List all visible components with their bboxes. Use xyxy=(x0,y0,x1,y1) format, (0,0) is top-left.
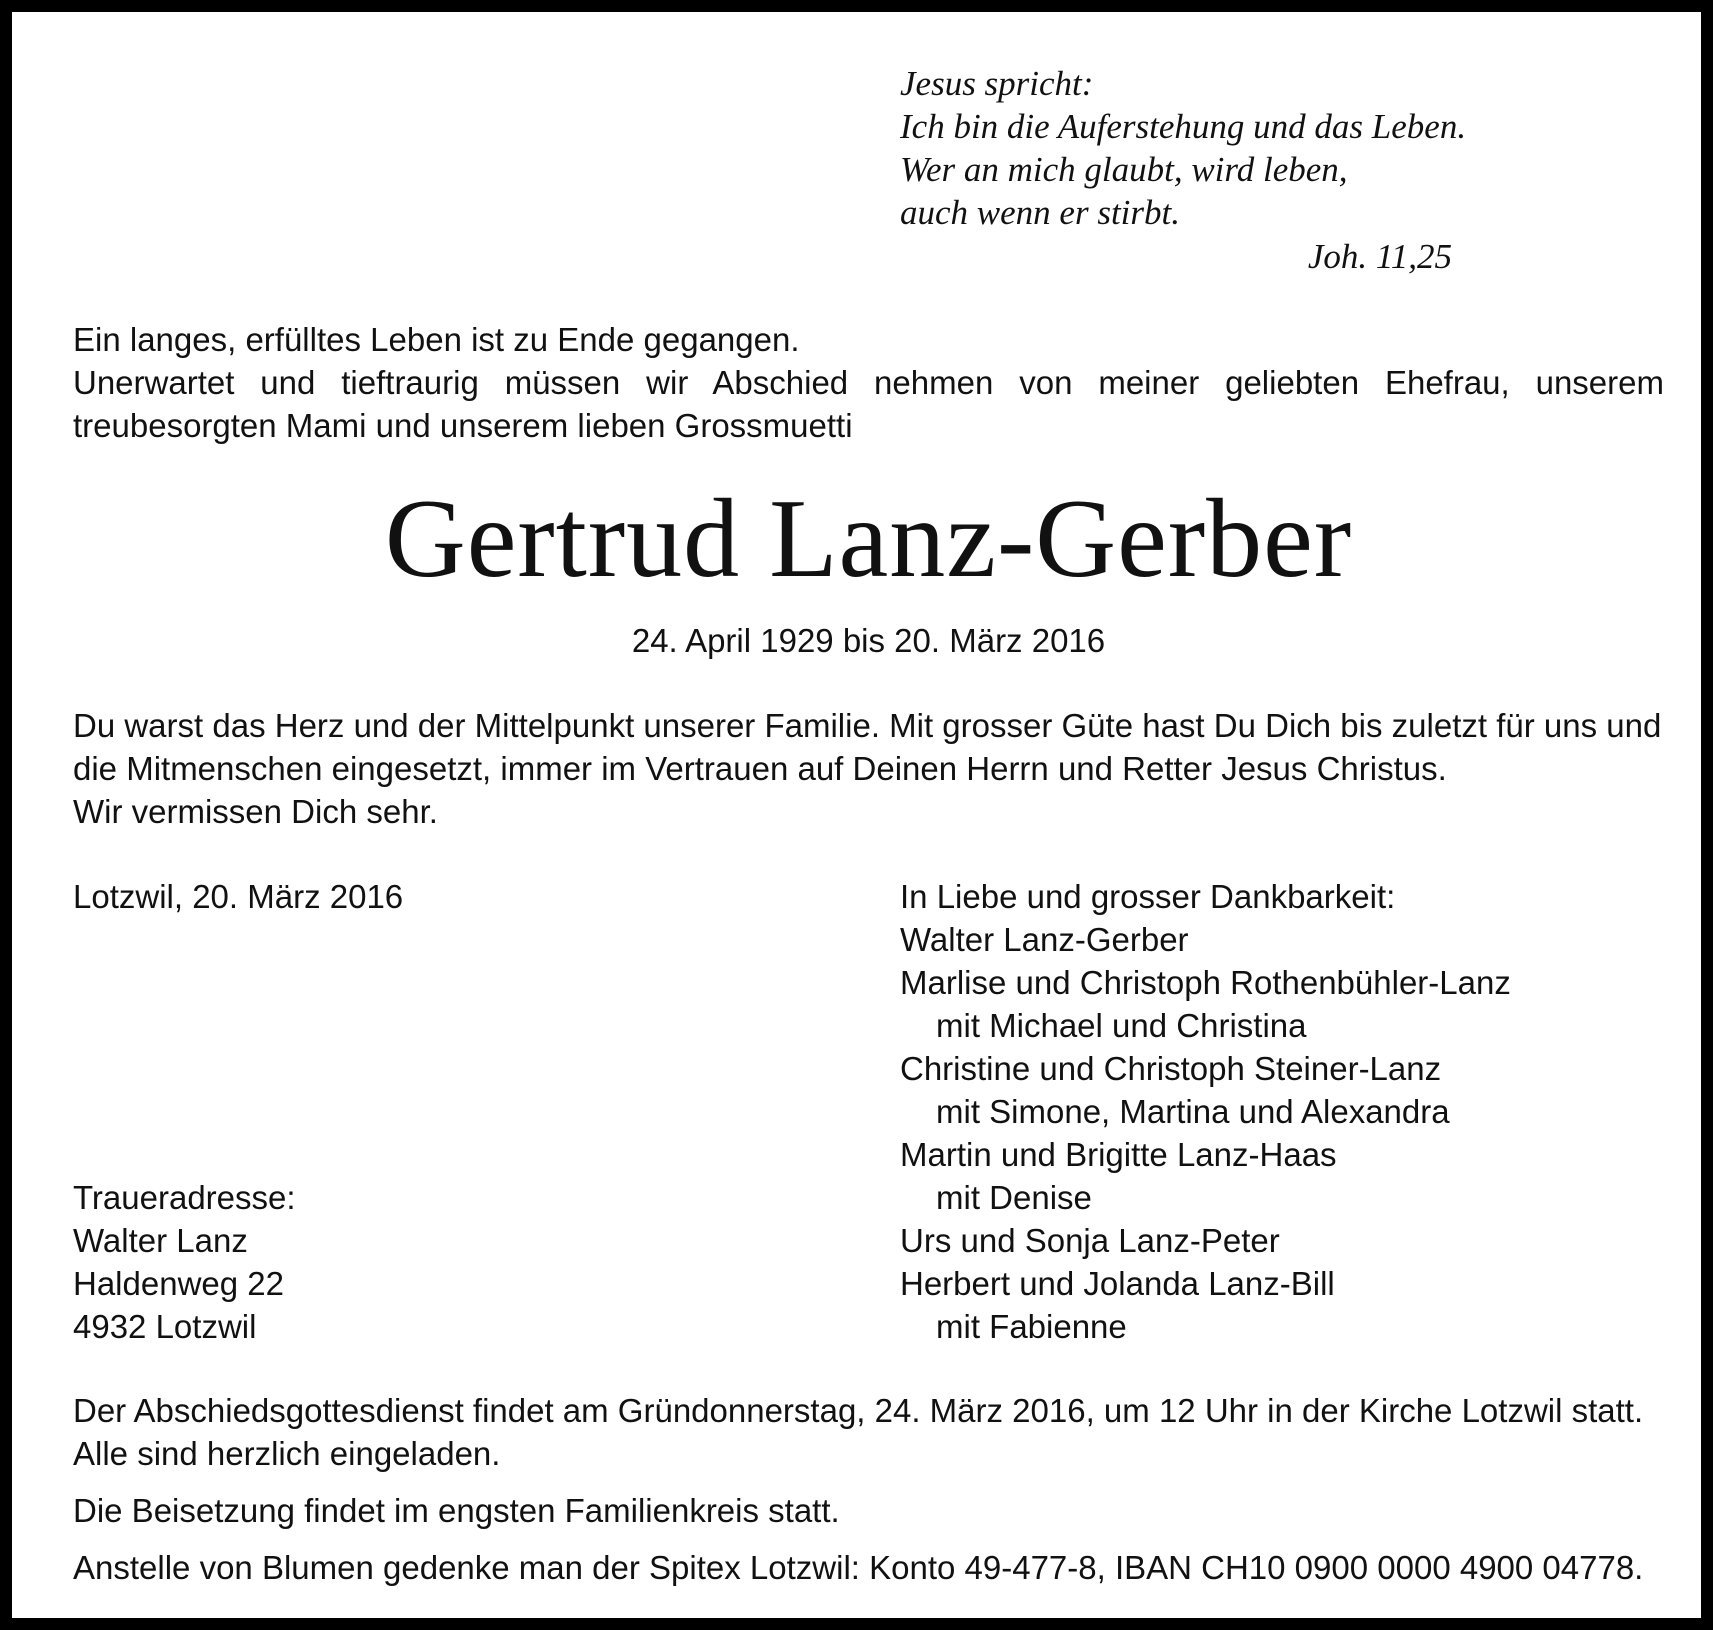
verse-reference: Joh. 11,25 xyxy=(1307,237,1452,276)
verse-line: Wer an mich glaubt, wird leben, xyxy=(900,150,1348,189)
address-street: Haldenweg 22 xyxy=(73,1265,284,1302)
verse-line: Ich bin die Auferstehung und das Leben. xyxy=(900,107,1467,146)
mourner-line: Martin und Brigitte Lanz-Haas xyxy=(900,1136,1337,1173)
intro-line-1: Ein langes, erfülltes Leben ist zu Ende gegangen. xyxy=(73,321,800,358)
address-heading: Traueradresse: xyxy=(73,1179,296,1216)
verse-line: auch wenn er stirbt. xyxy=(900,193,1180,232)
burial-note: Die Beisetzung findet im engsten Familienkreis statt. xyxy=(73,1492,840,1529)
mourner-line: mit Michael und Christina xyxy=(936,1007,1307,1044)
mourner-line: Christine und Christoph Steiner-Lanz xyxy=(900,1050,1442,1087)
address-city: 4932 Lotzwil xyxy=(73,1308,257,1345)
verse-line: Jesus spricht: xyxy=(900,64,1094,103)
place-date: Lotzwil, 20. März 2016 xyxy=(73,878,404,915)
donation-note: Anstelle von Blumen gedenke man der Spitex Lotzwil: Konto 49-477-8, IBAN CH10 0900 0000 4900 04778. xyxy=(73,1549,1644,1586)
tribute-line-1: Du warst das Herz und der Mittelpunkt unserer Familie. Mit grosser Güte hast Du Dich bis zuletzt für uns und xyxy=(73,707,1662,744)
tribute-line-3: Wir vermissen Dich sehr. xyxy=(73,793,438,830)
deceased-name: Gertrud Lanz-Gerber xyxy=(384,477,1353,601)
address-name: Walter Lanz xyxy=(73,1222,248,1259)
mourner-line: mit Fabienne xyxy=(936,1308,1127,1345)
intro-line-3: treubesorgten Mami und unserem lieben Grossmuetti xyxy=(73,407,853,444)
mourners-heading: In Liebe und grosser Dankbarkeit: xyxy=(900,878,1396,915)
tribute-line-2: die Mitmenschen eingesetzt, immer im Vertrauen auf Deinen Herrn und Retter Jesus Christus. xyxy=(73,750,1447,787)
service-line-2: Alle sind herzlich eingeladen. xyxy=(73,1435,501,1472)
mourner-line: Herbert und Jolanda Lanz-Bill xyxy=(900,1265,1335,1302)
mourner-line: Urs und Sonja Lanz-Peter xyxy=(900,1222,1280,1259)
mourner-line: mit Simone, Martina und Alexandra xyxy=(936,1093,1450,1130)
service-line-1: Der Abschiedsgottesdienst findet am Gründonnerstag, 24. März 2016, um 12 Uhr in der Kirche Lotzwil statt. xyxy=(73,1392,1644,1429)
mourner-line: Walter Lanz-Gerber xyxy=(900,921,1189,958)
mourner-line: Marlise und Christoph Rothenbühler-Lanz xyxy=(900,964,1511,1001)
intro-line-2: Unerwartet und tieftraurig müssen wir Abschied nehmen von meiner geliebten Ehefrau, unserem xyxy=(73,364,1664,401)
life-dates: 24. April 1929 bis 20. März 2016 xyxy=(631,622,1106,659)
mourner-line: mit Denise xyxy=(936,1179,1092,1216)
